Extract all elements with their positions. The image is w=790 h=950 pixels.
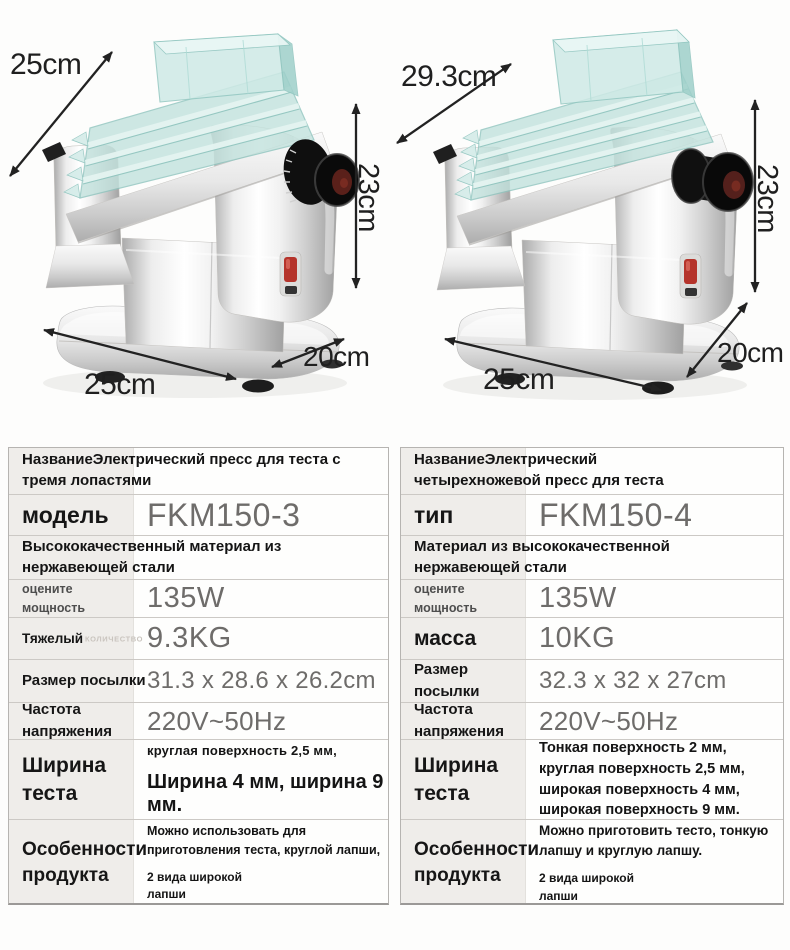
feed-chute: [553, 30, 695, 104]
features-line-a: 2 вида широкой: [539, 871, 634, 886]
dough-width-label: Ширина теста: [22, 754, 107, 805]
features-line-b: лапши: [147, 887, 186, 902]
table-row: [9, 448, 388, 494]
table-row: [401, 579, 783, 617]
table-row: [9, 494, 388, 535]
features-paragraph-1: Можно использовать для приготовления теста, круглой лапши,: [147, 824, 381, 858]
voltage-value: 220V~50Hz: [539, 705, 679, 736]
pasta-machine-illustration-left: [0, 0, 395, 447]
table-row: [9, 659, 388, 702]
dim-label-top-width: 29.3cm: [401, 60, 497, 93]
dough-width-detail: круглая поверхность 2,5 мм,: [147, 742, 337, 758]
power-label: оцените мощность: [414, 581, 478, 615]
parcel-label-line2: посылки: [414, 683, 480, 700]
table-row: [401, 702, 783, 739]
features-paragraph-2: [147, 869, 388, 904]
dim-label-height: 23cm: [352, 163, 384, 232]
features-value: [525, 821, 783, 905]
product-title: НазваниеЭлектрический пресс для теста с тремя лопастями: [22, 451, 341, 489]
features-label: Особенности продукта: [414, 839, 540, 886]
type-value: FKM150-4: [539, 496, 693, 533]
pasta-machine-illustration-right: [395, 0, 790, 447]
power-switch: [280, 252, 301, 296]
table-row: [9, 579, 388, 617]
table-row: [401, 448, 783, 494]
material-note: Высококачественный материал из нержавеющей стали: [22, 537, 282, 576]
dough-width-value: [133, 743, 388, 817]
mass-value: 10KG: [539, 622, 616, 654]
dim-label-bottom-width: 25cm: [483, 363, 555, 396]
features-line-b: лапши: [539, 888, 578, 903]
model-value: FKM150-3: [147, 496, 301, 533]
table-row: [9, 617, 388, 659]
parcel-size-label: [401, 659, 525, 703]
product-title: НазваниеЭлектрический четырехножевой пресс для теста: [414, 451, 664, 489]
weight-label: Тяжелый: [22, 631, 84, 646]
table-row: [401, 494, 783, 535]
parcel-size-value: 32.3 x 32 x 27cm: [539, 667, 727, 694]
table-row: [401, 617, 783, 659]
dough-width-main: Ширина 4 мм, ширина 9 мм.: [147, 770, 384, 816]
dough-width-value: [525, 738, 783, 820]
twin-roller-knobs: [672, 149, 753, 211]
features-value: [133, 822, 388, 903]
weight-watermark: КОЛИЧЕСТВО: [85, 634, 144, 643]
table-row: [401, 535, 783, 579]
material-note: Материал из высококачественной нержавеющей стали: [414, 537, 670, 576]
table-row: [9, 702, 388, 739]
parcel-size-label: Размер посылки: [22, 672, 146, 690]
dim-label-top-width: 25cm: [10, 48, 82, 81]
model-label: модель: [22, 501, 109, 528]
mass-label: масса: [414, 626, 477, 650]
table-row: [401, 819, 783, 906]
table-row: [401, 739, 783, 819]
table-row: [9, 535, 388, 579]
spec-table-fkm150-4: [400, 447, 784, 905]
power-label: оцените мощность: [22, 581, 86, 615]
weight-value: 9.3KG: [147, 622, 232, 654]
table-row: [401, 659, 783, 702]
features-label: Особенности продукта: [22, 839, 148, 886]
power-value: 135W: [539, 582, 617, 614]
voltage-label: Частота напряжения: [22, 701, 112, 740]
features-line-a: 2 вида широкой: [147, 869, 242, 884]
dough-width-detail: Тонкая поверхность 2 мм, круглая поверхность 2,5 мм, широкая поверхность 4 мм, широкая поверхность 9 мм.: [539, 740, 745, 819]
dim-label-height: 23cm: [751, 164, 783, 233]
dim-label-depth: 20cm: [717, 337, 784, 368]
parcel-size-value: 31.3 x 28.6 x 26.2cm: [147, 667, 376, 694]
dim-label-depth: 20cm: [303, 341, 370, 372]
features-paragraph-1: Можно приготовить тесто, тонкую лапшу и круглую лапшу.: [539, 822, 769, 859]
product-photo-3-blade: [0, 0, 395, 447]
features-paragraph-2: [539, 870, 783, 905]
table-row: [9, 739, 388, 819]
product-photo-4-blade: [395, 0, 790, 447]
type-label: тип: [414, 501, 454, 528]
power-switch: [680, 254, 701, 298]
table-row: [9, 819, 388, 906]
parcel-label-line1: Размер: [414, 661, 469, 679]
product-photos-row: [0, 0, 790, 447]
voltage-value: 220V~50Hz: [147, 705, 287, 736]
spec-table-fkm150-3: [8, 447, 389, 905]
dim-label-bottom-width: 25cm: [84, 368, 156, 401]
voltage-label: Частота напряжения: [414, 701, 504, 740]
dough-width-label: Ширина теста: [414, 754, 499, 805]
power-value: 135W: [147, 582, 225, 614]
